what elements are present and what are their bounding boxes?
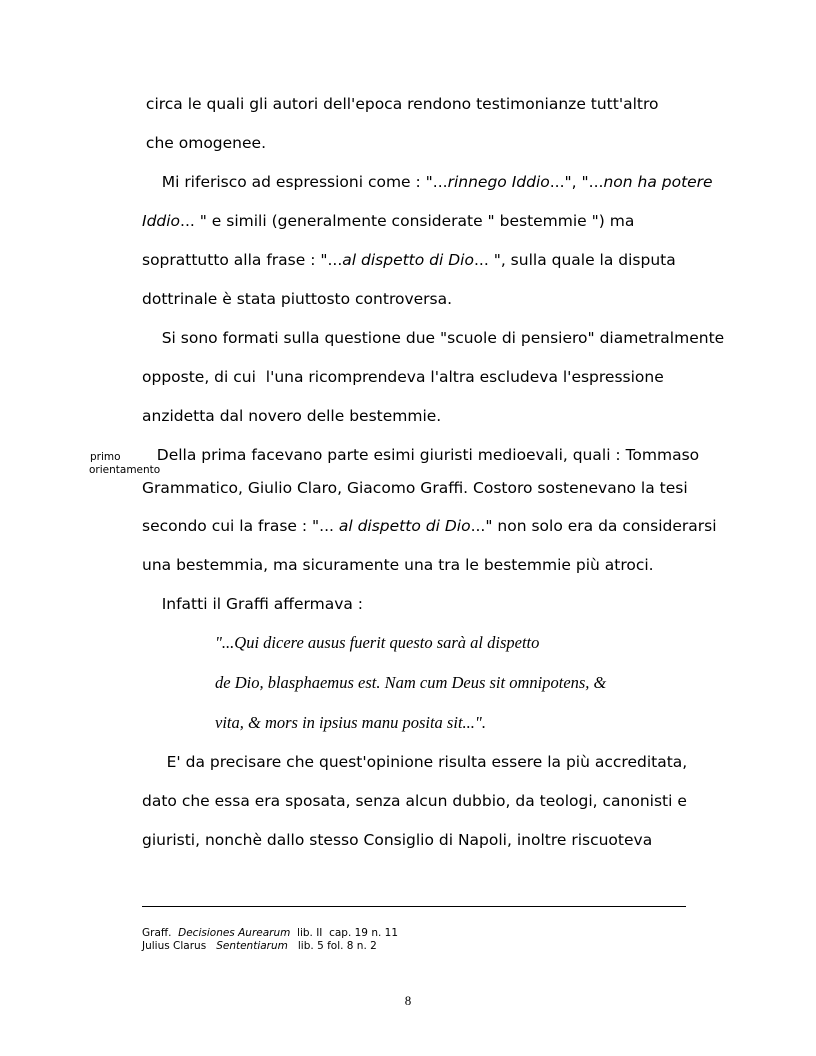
text-run: ...", "... [549, 173, 604, 191]
body-line-9: anzidetta dal novero delle bestemmie. [142, 407, 442, 425]
body-line-14: Infatti il Graffi affermava : [142, 595, 364, 613]
italic-phrase: non ha potere [603, 173, 713, 191]
text-run: lib. 5 fol. 8 n. 2 [287, 940, 377, 952]
page-number: 8 [404, 993, 412, 1008]
body-line-2: che omogenee. [141, 134, 266, 152]
text-run: lib. II cap. 19 n. 11 [290, 927, 399, 939]
text-run: soprattutto alla frase : "... [142, 251, 343, 269]
text-run: Julius Clarus [142, 940, 217, 952]
italic-phrase: Iddio [142, 212, 181, 230]
italic-phrase: al dispetto di Dio [338, 517, 471, 535]
margin-note-line-1: primo [90, 451, 121, 463]
text-run: ..." non solo era da considerarsi [470, 517, 717, 535]
body-line-19: dato che essa era sposata, senza alcun dubbio, da teologi, canonisti e [142, 792, 687, 810]
text-run: Graff. [142, 927, 179, 939]
text-run: ... " e simili (generalmente considerate " bestemmie ") ma [180, 212, 635, 230]
body-line-1: circa le quali gli autori dell'epoca rendono testimonianze tutt'altro [141, 95, 659, 113]
italic-phrase: rinnego Iddio [447, 173, 550, 191]
latin-quote-line-2: de Dio, blasphaemus est. Nam cum Deus sit omnipotens, & [215, 673, 607, 692]
body-line-18: E' da precisare che quest'opinione risulta essere la più accreditata, [142, 753, 688, 771]
body-line-6: dottrinale è stata piuttosto controversa. [142, 290, 453, 308]
body-line-7: Si sono formati sulla questione due "scuole di pensiero" diametralmente [142, 329, 725, 347]
body-line-3 [142, 172, 713, 192]
latin-quote-line-1: "...Qui dicere ausus fuerit questo sarà al dispetto [215, 633, 540, 652]
body-line-5 [142, 250, 676, 270]
body-line-4 [142, 211, 634, 231]
body-line-12 [142, 516, 717, 536]
text-run: Mi riferisco ad espressioni come : "... [142, 173, 448, 191]
body-line-13: una bestemmia, ma sicuramente una tra le bestemmie più atroci. [142, 556, 654, 574]
body-line-20: giuristi, nonchè dallo stesso Consiglio di Napoli, inoltre riscuoteva [142, 831, 653, 849]
text-run: secondo cui la frase : "... [142, 517, 339, 535]
margin-note-line-2: orientamento [89, 464, 161, 476]
footnote-title: Sententiarum [216, 940, 288, 952]
body-line-8: opposte, di cui l'una ricomprendeva l'altra escludeva l'espressione [142, 368, 664, 386]
footnote-title: Decisiones Aurearum [178, 927, 291, 939]
footnote-separator [142, 906, 686, 907]
body-line-11: Grammatico, Giulio Claro, Giacomo Graffi. Costoro sostenevano la tesi [142, 479, 688, 497]
footnote-2 [142, 940, 377, 953]
italic-phrase: al dispetto di Dio [342, 251, 474, 269]
text-run: ... ", sulla quale la disputa [473, 251, 676, 269]
latin-quote-line-3: vita, & mors in ipsius manu posita sit...". [215, 713, 486, 732]
footnote-1 [142, 927, 398, 940]
body-line-10: Della prima facevano parte esimi giuristi medioevali, quali : Tommaso [142, 446, 700, 464]
